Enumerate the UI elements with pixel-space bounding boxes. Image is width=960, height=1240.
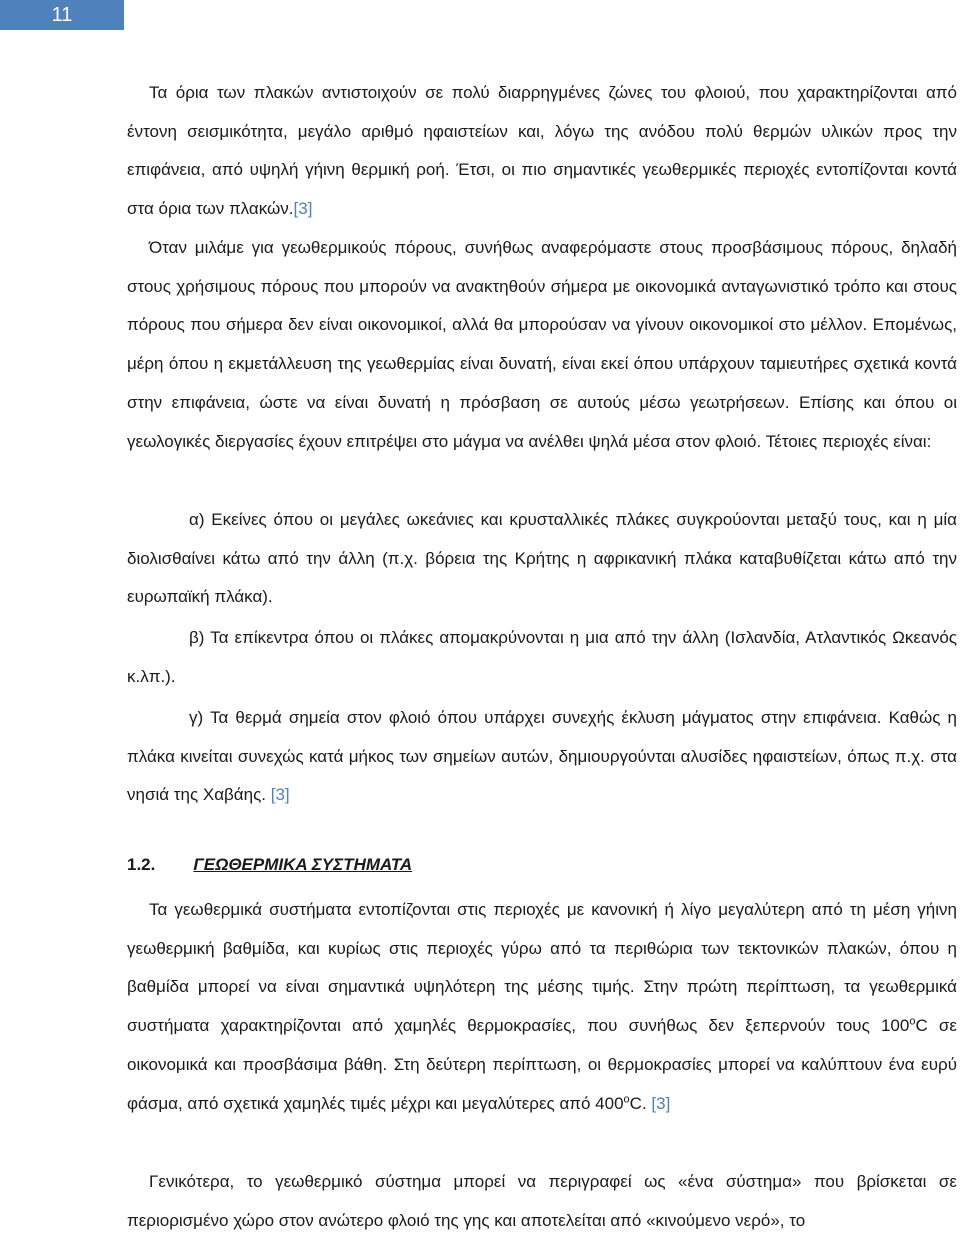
page-number-tab — [0, 0, 124, 30]
paragraph-3: α) Εκείνες όπου οι μεγάλες ωκεάνιες και κρυσταλλικές πλάκες συγκρούονται μεταξύ τους, και η μία διολισθαίνει κάτω από την άλλη (π.χ. βόρεια της Κρήτης η αφρικανική πλάκα καταβυθίζεται κάτω από την ευρωπαϊκή πλάκα). — [127, 510, 957, 607]
section-heading — [127, 855, 957, 875]
paragraph-6: Τα γεωθερμικά συστήματα εντοπίζονται στις περιοχές με κανονική ή λίγο μεγαλύτερη από τη μέση γήινη γεωθερμική βαθμίδα, και κυρίως στις περιοχές γύρω από τα περιθώρια των τεκτονικών πλακών, όπου η βαθμίδα μπορεί να είναι σημαντικά υψηλότερη της μέσης τιμής. Στην πρώτη περίπτωση, τα γεωθερμικά συστήματα χαρακτηρίζονται από χαμηλές θερμοκρασίες, που συνήθως δεν ξεπερνούν τους $100^oC$ σε οικονομικά και προσβάσιμα βάθη. Στη δεύτερη περίπτωση, οι θερμοκρασίες μπορεί να καλύπτουν ένα ευρύ φάσμα, από σχετικά χαμηλές τιμές μέχρι και μεγαλύτερες από $400^oC$. [3] — [127, 900, 957, 1113]
page-number: 11 — [51, 3, 73, 26]
paragraph-2: Όταν μιλάμε για γεωθερμικούς πόρους, συνήθως αναφερόμαστε στους προσβάσιμους πόρους, δηλαδή στους χρήσιμους πόρους που μπορούν να ανακτηθούν σήμερα με οικονομικά ανταγωνιστικό τρόπο και στους πόρους που σήμερα δεν είναι οικονομικοί, αλλά θα μπορούσαν να γίνουν οικονομικοί στο μέλλον. Επομένως, μέρη όπου η εκμετάλλευση της γεωθερμίας είναι δυνατή, είναι εκεί όπου υπάρχουν ταμιευτήρες σχετικά κοντά στην επιφάνεια, ώστε να είναι δυνατή η πρόσβαση σε αυτούς μέσω γεωτρήσεων. Επίσης και όπου οι γεωλογικές διεργασίες έχουν επιτρέψει στο μάγμα να ανέλθει ψηλά μέσα στον φλοιό. Τέτοιες περιοχές είναι: — [127, 238, 957, 451]
section-title: ΓΕΩΘΕΡΜΙΚΑ ΣΥΣΤΗΜΑΤΑ — [193, 855, 413, 874]
paragraph-5: γ) Τα θερμά σημεία στον φλοιό όπου υπάρχει συνεχής έκλυση μάγματος στην επιφάνεια. Καθώς η πλάκα κινείται συνεχώς κατά μήκος των σημείων αυτών, δημιουργούνται αλυσίδες ηφαιστείων, όπως π.χ. στα νησιά της Χαβάης. [3] — [127, 708, 957, 805]
section-number: 1.2. — [127, 855, 156, 874]
citation-ref[interactable]: [3] — [270, 785, 290, 805]
paragraph-1: Τα όρια των πλακών αντιστοιχούν σε πολύ διαρρηγμένες ζώνες του φλοιού, που χαρακτηρίζονται από έντονη σεισμικότητα, μεγάλο αριθμό ηφαιστείων και, λόγω της ανόδου πολύ θερμών υλικών προς την επιφάνεια, από υψηλή γήινη θερμική ροή. Έτσι, οι πιο σημαντικές γεωθερμικές περιοχές εντοπίζονται κοντά στα όρια των πλακών.[3] — [127, 83, 957, 219]
citation-ref[interactable]: [3] — [293, 199, 313, 219]
citation-ref[interactable]: [3] — [651, 1093, 671, 1113]
paragraph-7: Γενικότερα, το γεωθερμικό σύστημα μπορεί να περιγραφεί ως «ένα σύστημα» που βρίσκεται σε περιορισμένο χώρο στον ανώτερο φλοιό της γης και αποτελείται από «κινούμενο νερό», το — [127, 1172, 957, 1230]
paragraph-4: β) Τα επίκεντρα όπου οι πλάκες απομακρύνονται η μια από την άλλη (Ισλανδία, Ατλαντικός Ωκεανός κ.λπ.). — [127, 628, 957, 686]
